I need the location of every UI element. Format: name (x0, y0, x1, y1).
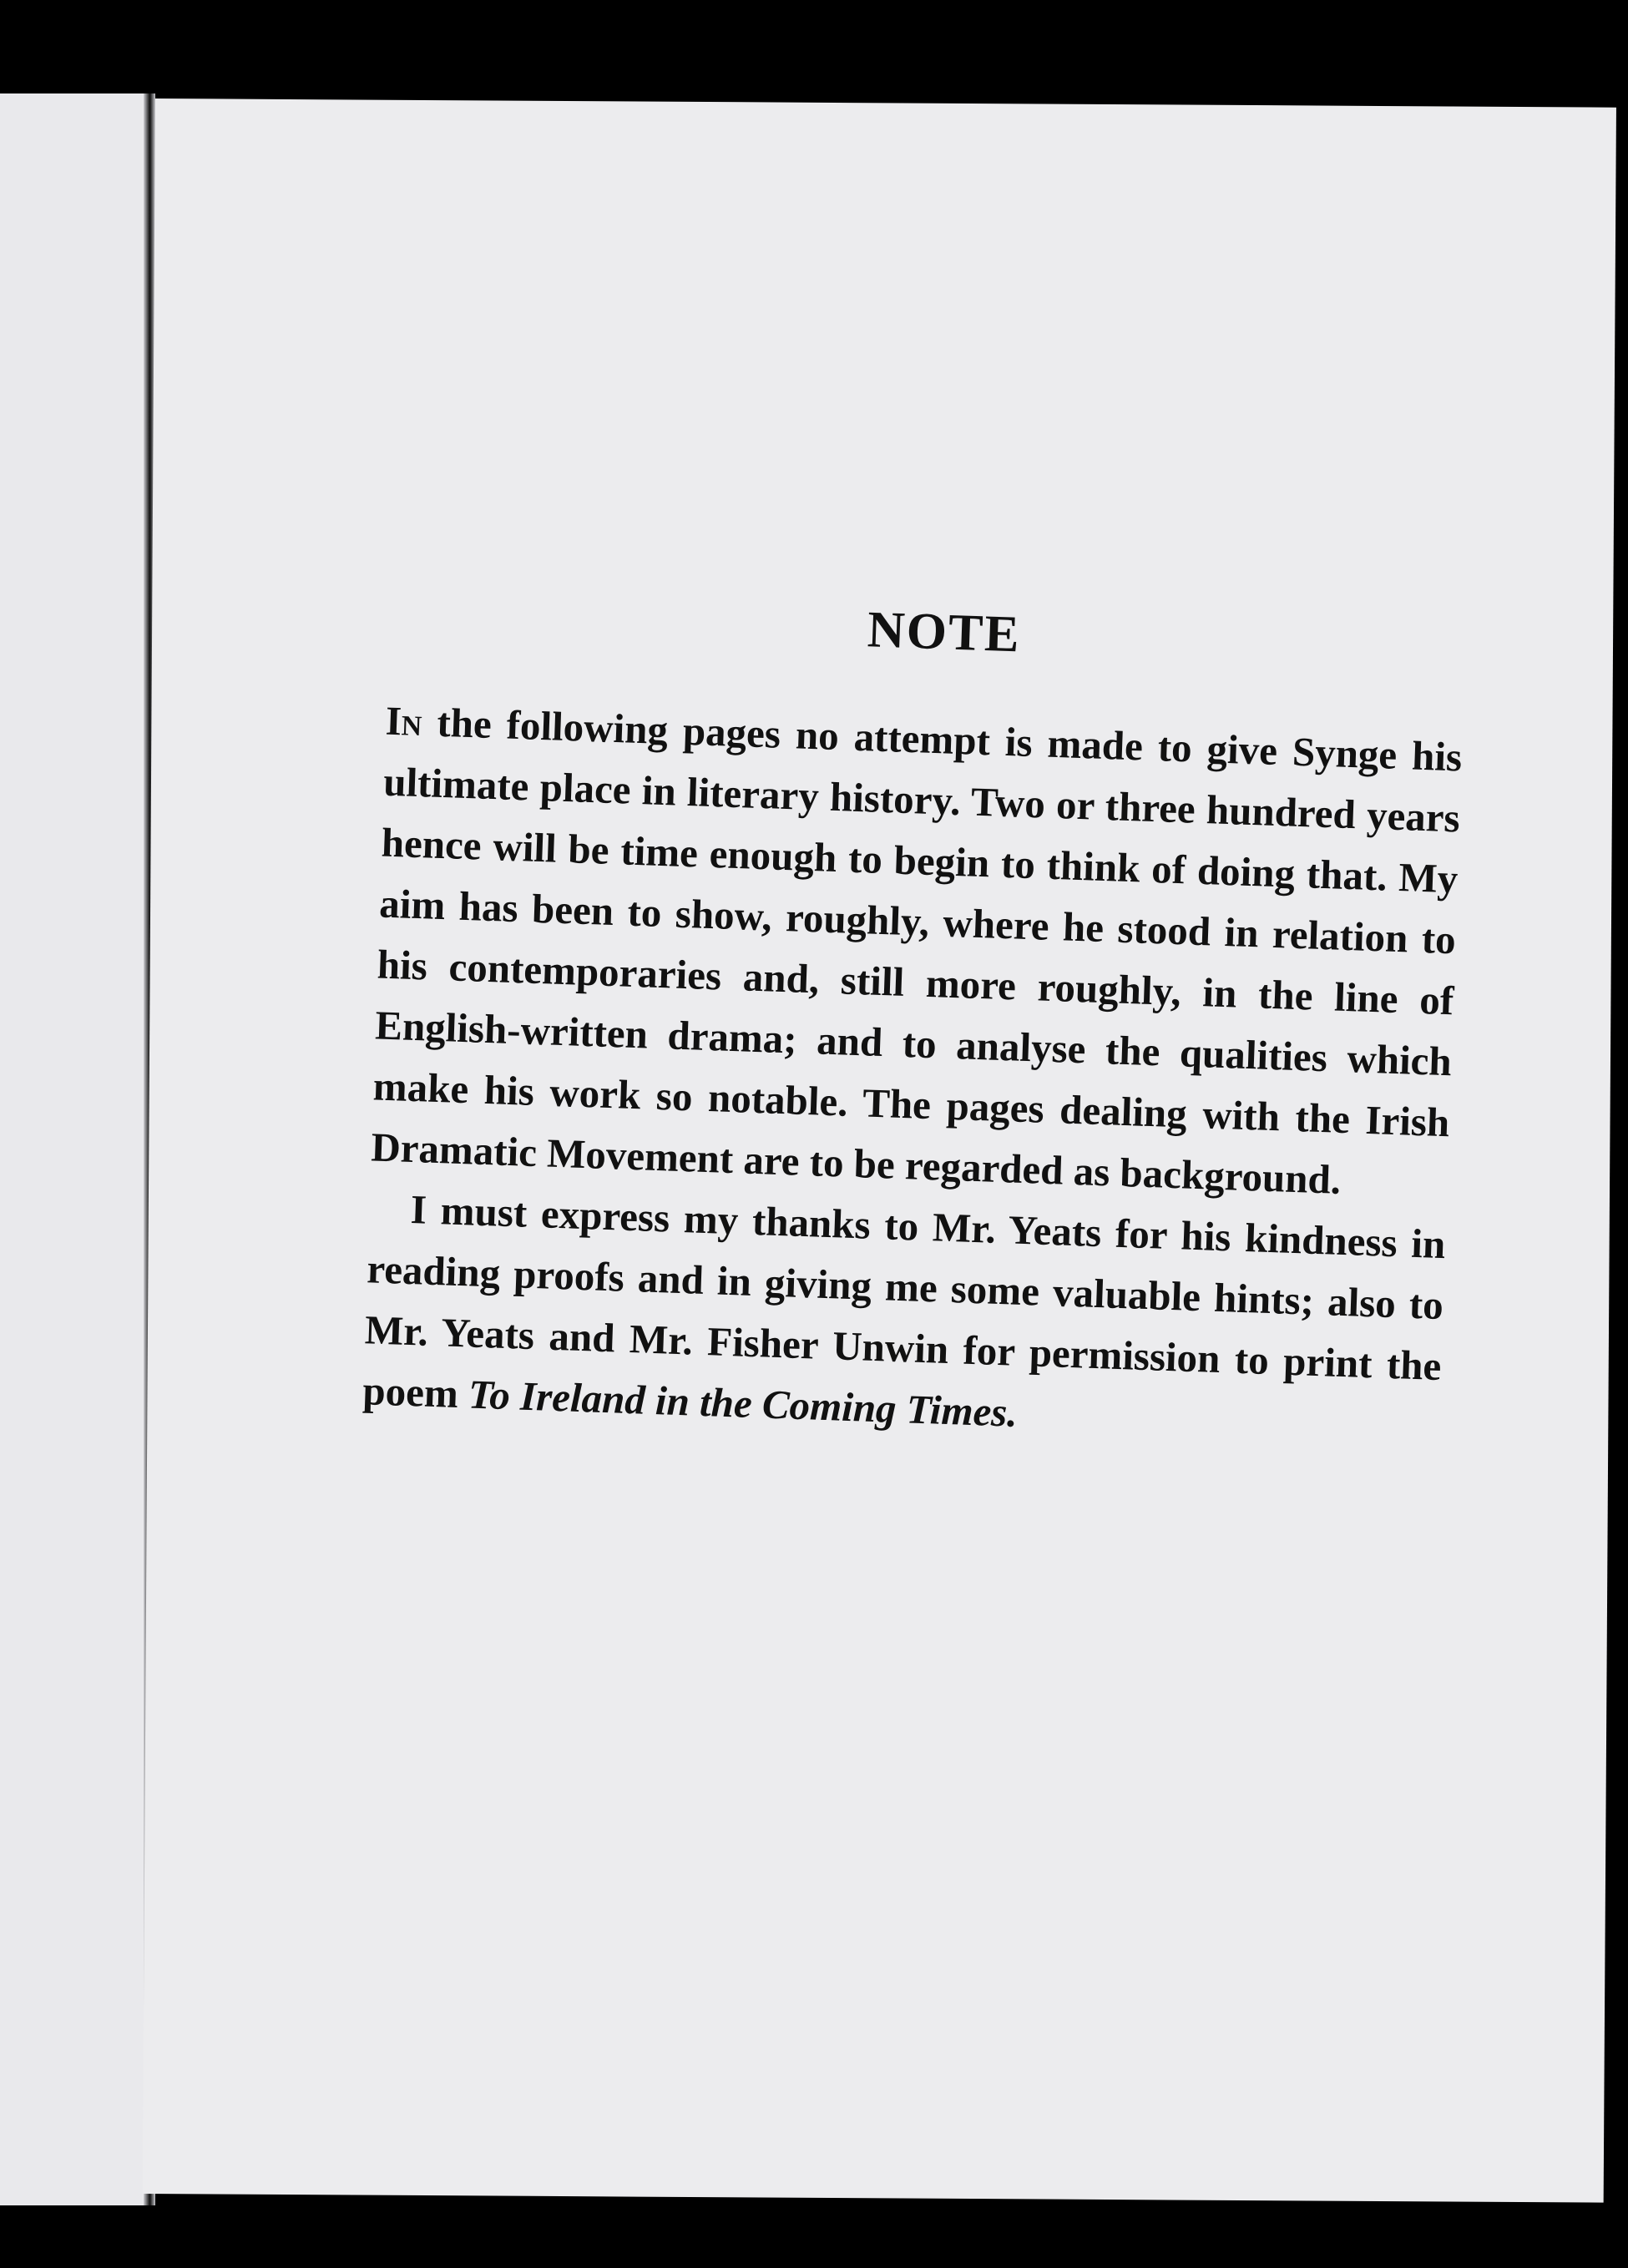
paragraph-1-text: the following pages no attempt is made to give Synge his ultimate place in literary history. Two or three hundred years hence will be time enough to begin to think of doing that. My aim has been to show, roughly, where he stood in relation to his contemporaries and, still more roughly, in the line of English-written drama; and to analyse the qualities which make his work so notable. The pages dealing with the Irish Dramatic Movement are to be regarded as background. (370, 699, 1464, 1203)
dropcap-word: In (384, 697, 423, 745)
page-title: NOTE (866, 601, 1022, 664)
book-page (143, 98, 1616, 2203)
poem-title: To Ireland in the Coming Times. (468, 1371, 1019, 1436)
left-page-edge (0, 93, 149, 2205)
paragraph-1 (370, 690, 1463, 1215)
note-text-block (361, 584, 1466, 1457)
paragraph-2 (361, 1177, 1446, 1457)
paragraph-2-text: I must express my thanks to Mr. Yeats for his kindness in reading proofs and in giving me some valuable hints; also to Mr. Yeats and Mr. Fisher Unwin for permission to print the poem (361, 1186, 1447, 1417)
